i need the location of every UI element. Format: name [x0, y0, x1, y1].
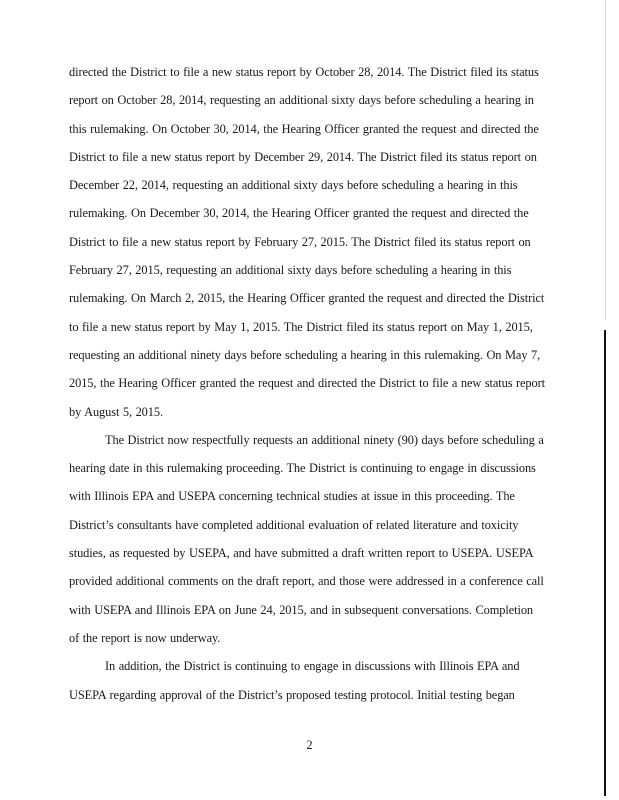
text-line: to file a new status report by May 1, 2015. The District filed its status report on May 1, 2015,: [69, 319, 533, 334]
text-line: of the report is now underway.: [69, 630, 221, 645]
text-line: rulemaking. On March 2, 2015, the Hearing Officer granted the request and directed the District: [69, 291, 545, 306]
document-body: [69, 58, 545, 709]
text-line: with Illinois EPA and USEPA concerning technical studies at issue in this proceeding. The: [69, 489, 515, 504]
text-line: In addition, the District is continuing to engage in discussions with Illinois EPA and: [105, 659, 520, 674]
text-line: 2015, the Hearing Officer granted the request and directed the District to file a new status report: [69, 376, 545, 391]
text-line: report on October 28, 2014, requesting an additional sixty days before scheduling a hearing in: [69, 93, 534, 108]
text-line: District to file a new status report by December 29, 2014. The District filed its status report on: [69, 149, 537, 164]
scan-edge-shadow: [605, 0, 606, 320]
text-line: USEPA regarding approval of the District’s proposed testing protocol. Initial testing began: [69, 687, 515, 702]
text-line: The District now respectfully requests an additional ninety (90) days before scheduling a: [105, 432, 544, 447]
paragraph-procedural-history: [69, 58, 545, 426]
text-line: studies, as requested by USEPA, and have submitted a draft written report to USEPA. USEPA: [69, 546, 534, 561]
paragraph-request: [69, 426, 545, 652]
text-line: provided additional comments on the draft report, and those were addressed in a conference call: [69, 574, 544, 589]
text-line: by August 5, 2015.: [69, 404, 163, 419]
text-line: requesting an additional ninety days before scheduling a hearing in this rulemaking. On May 7,: [69, 347, 541, 362]
scan-edge-line: [604, 330, 606, 796]
text-line: rulemaking. On December 30, 2014, the Hearing Officer granted the request and directed the: [69, 206, 529, 221]
paragraph-testing-protocol: [69, 652, 545, 709]
text-line: District’s consultants have completed additional evaluation of related literature and toxicity: [69, 517, 519, 532]
text-line: February 27, 2015, requesting an additional sixty days before scheduling a hearing in this: [69, 263, 512, 278]
text-line: District to file a new status report by February 27, 2015. The District filed its status report on: [69, 234, 531, 249]
text-line: December 22, 2014, requesting an additional sixty days before scheduling a hearing in this: [69, 178, 518, 193]
text-line: with USEPA and Illinois EPA on June 24, 2015, and in subsequent conversations. Completion: [69, 602, 534, 617]
text-line: directed the District to file a new status report by October 28, 2014. The District filed its status: [69, 65, 539, 79]
text-line: hearing date in this rulemaking proceeding. The District is continuing to engage in discussions: [69, 461, 536, 476]
text-line: this rulemaking. On October 30, 2014, the Hearing Officer granted the request and directed the: [69, 121, 539, 136]
page-number: 2: [306, 738, 313, 752]
